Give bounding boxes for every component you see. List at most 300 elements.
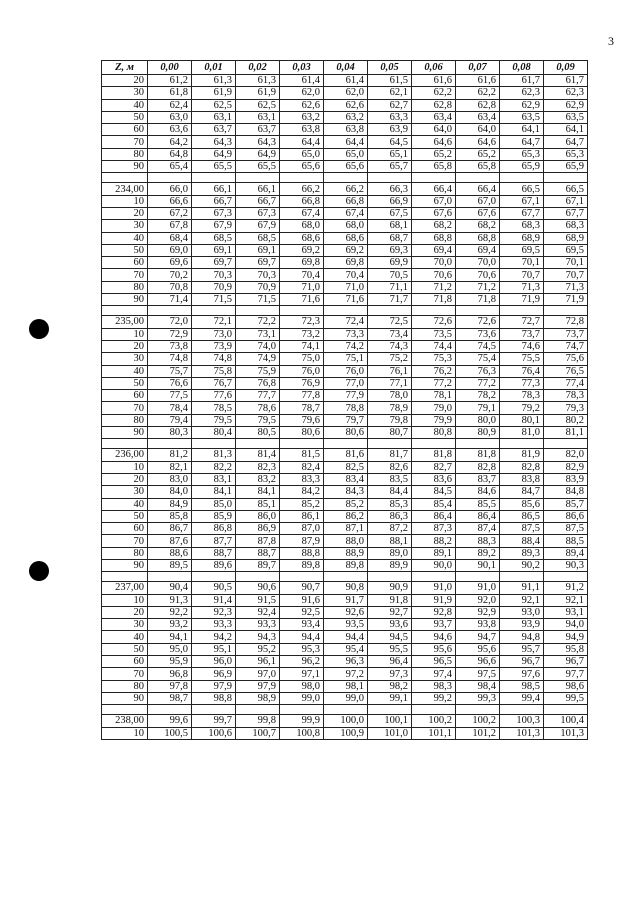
value-cell: 62,2	[456, 87, 500, 99]
value-cell: 64,1	[544, 124, 588, 136]
table-header-row	[102, 61, 588, 75]
value-cell: 88,2	[412, 535, 456, 547]
value-cell: 96,2	[280, 656, 324, 668]
empty-cell	[280, 572, 324, 582]
value-cell: 72,9	[148, 328, 192, 340]
z-cell: 60	[102, 257, 148, 269]
value-cell: 75,6	[544, 353, 588, 365]
value-cell: 83,3	[280, 473, 324, 485]
table-row	[102, 656, 588, 668]
value-cell: 77,1	[368, 377, 412, 389]
value-cell: 82,3	[236, 461, 280, 473]
value-cell: 79,6	[280, 414, 324, 426]
value-cell: 77,9	[324, 390, 368, 402]
value-cell: 78,3	[500, 390, 544, 402]
value-cell: 96,5	[412, 656, 456, 668]
z-cell: 60	[102, 390, 148, 402]
value-cell: 100,6	[192, 727, 236, 739]
empty-cell	[236, 173, 280, 183]
empty-cell	[236, 439, 280, 449]
empty-cell	[500, 306, 544, 316]
value-cell: 99,8	[236, 715, 280, 727]
value-cell: 96,9	[192, 668, 236, 680]
value-cell: 62,5	[236, 99, 280, 111]
empty-cell	[280, 439, 324, 449]
value-cell: 75,2	[368, 353, 412, 365]
value-cell: 82,0	[544, 449, 588, 461]
value-cell: 66,2	[324, 183, 368, 195]
empty-cell	[102, 439, 148, 449]
value-cell: 71,8	[456, 294, 500, 306]
value-cell: 78,2	[456, 390, 500, 402]
value-cell: 64,2	[148, 136, 192, 148]
value-cell: 72,6	[412, 316, 456, 328]
table-row	[102, 365, 588, 377]
value-cell: 69,8	[324, 257, 368, 269]
value-cell: 68,9	[500, 232, 544, 244]
table-row	[102, 668, 588, 680]
value-cell: 96,0	[192, 656, 236, 668]
value-cell: 71,3	[544, 281, 588, 293]
value-cell: 63,8	[324, 124, 368, 136]
empty-cell	[500, 705, 544, 715]
value-cell: 78,0	[368, 390, 412, 402]
value-cell: 70,9	[192, 281, 236, 293]
value-cell: 98,5	[500, 680, 544, 692]
value-cell: 69,4	[456, 244, 500, 256]
table-row	[102, 414, 588, 426]
value-cell: 66,9	[368, 195, 412, 207]
table-row	[102, 294, 588, 306]
value-cell: 65,0	[324, 148, 368, 160]
table-row	[102, 111, 588, 123]
value-cell: 97,3	[368, 668, 412, 680]
value-cell: 67,1	[544, 195, 588, 207]
value-cell: 95,4	[324, 643, 368, 655]
value-cell: 70,1	[500, 257, 544, 269]
punch-hole	[29, 561, 49, 581]
value-cell: 98,9	[236, 692, 280, 704]
value-cell: 80,6	[324, 427, 368, 439]
z-cell: 50	[102, 377, 148, 389]
value-cell: 85,7	[544, 498, 588, 510]
value-cell: 99,0	[280, 692, 324, 704]
value-cell: 97,1	[280, 668, 324, 680]
value-cell: 61,4	[324, 75, 368, 87]
value-cell: 83,8	[500, 473, 544, 485]
separator-row	[102, 306, 588, 316]
value-cell: 69,8	[280, 257, 324, 269]
value-cell: 94,9	[544, 631, 588, 643]
z-cell: 20	[102, 606, 148, 618]
empty-cell	[544, 572, 588, 582]
value-cell: 81,8	[456, 449, 500, 461]
value-cell: 64,7	[544, 136, 588, 148]
z-cell: 90	[102, 559, 148, 571]
table-row	[102, 692, 588, 704]
value-cell: 64,3	[192, 136, 236, 148]
value-cell: 77,6	[192, 390, 236, 402]
value-cell: 71,5	[192, 294, 236, 306]
z-cell: 10	[102, 727, 148, 739]
table-row	[102, 207, 588, 219]
value-cell: 74,5	[456, 340, 500, 352]
table-body	[102, 75, 588, 740]
value-cell: 70,2	[148, 269, 192, 281]
value-cell: 66,6	[148, 195, 192, 207]
z-cell: 10	[102, 594, 148, 606]
table-row	[102, 124, 588, 136]
value-cell: 71,8	[412, 294, 456, 306]
value-cell: 80,9	[456, 427, 500, 439]
value-cell: 83,2	[236, 473, 280, 485]
column-header: 0,02	[236, 61, 280, 75]
z-cell: 20	[102, 207, 148, 219]
punch-hole	[29, 319, 49, 339]
value-cell: 85,6	[500, 498, 544, 510]
table-row	[102, 547, 588, 559]
column-header: 0,07	[456, 61, 500, 75]
value-cell: 68,3	[544, 220, 588, 232]
empty-cell	[148, 306, 192, 316]
value-cell: 79,5	[192, 414, 236, 426]
value-cell: 94,3	[236, 631, 280, 643]
empty-cell	[102, 306, 148, 316]
value-cell: 90,8	[324, 582, 368, 594]
value-cell: 74,0	[236, 340, 280, 352]
empty-cell	[236, 705, 280, 715]
value-cell: 95,7	[500, 643, 544, 655]
value-cell: 71,7	[368, 294, 412, 306]
value-cell: 92,3	[192, 606, 236, 618]
empty-cell	[544, 173, 588, 183]
value-cell: 86,5	[500, 510, 544, 522]
value-cell: 72,0	[148, 316, 192, 328]
value-cell: 90,9	[368, 582, 412, 594]
value-cell: 89,0	[368, 547, 412, 559]
value-cell: 87,8	[236, 535, 280, 547]
value-cell: 67,5	[368, 207, 412, 219]
value-cell: 87,4	[456, 523, 500, 535]
value-cell: 62,3	[544, 87, 588, 99]
value-cell: 93,4	[280, 619, 324, 631]
value-cell: 88,6	[148, 547, 192, 559]
table-row	[102, 328, 588, 340]
value-cell: 69,2	[324, 244, 368, 256]
value-cell: 96,7	[500, 656, 544, 668]
value-cell: 80,0	[456, 414, 500, 426]
value-cell: 71,0	[324, 281, 368, 293]
value-cell: 76,0	[280, 365, 324, 377]
value-cell: 91,9	[412, 594, 456, 606]
value-cell: 88,1	[368, 535, 412, 547]
column-header: 0,08	[500, 61, 544, 75]
value-cell: 69,5	[544, 244, 588, 256]
value-cell: 68,1	[368, 220, 412, 232]
value-cell: 97,7	[544, 668, 588, 680]
value-cell: 61,6	[456, 75, 500, 87]
column-header: 0,04	[324, 61, 368, 75]
value-cell: 70,5	[368, 269, 412, 281]
value-cell: 75,9	[236, 365, 280, 377]
value-cell: 94,0	[544, 619, 588, 631]
data-table	[101, 60, 588, 740]
value-cell: 90,1	[456, 559, 500, 571]
separator-row	[102, 439, 588, 449]
empty-cell	[544, 306, 588, 316]
value-cell: 87,0	[280, 523, 324, 535]
z-cell: 236,00	[102, 449, 148, 461]
z-cell: 90	[102, 161, 148, 173]
value-cell: 70,6	[412, 269, 456, 281]
value-cell: 69,0	[148, 244, 192, 256]
value-cell: 93,1	[544, 606, 588, 618]
value-cell: 75,0	[280, 353, 324, 365]
value-cell: 64,3	[236, 136, 280, 148]
value-cell: 100,4	[544, 715, 588, 727]
value-cell: 86,4	[412, 510, 456, 522]
z-cell: 50	[102, 510, 148, 522]
value-cell: 76,7	[192, 377, 236, 389]
z-cell: 90	[102, 427, 148, 439]
table-row	[102, 427, 588, 439]
value-cell: 99,0	[324, 692, 368, 704]
value-cell: 93,7	[412, 619, 456, 631]
value-cell: 62,0	[324, 87, 368, 99]
value-cell: 100,0	[324, 715, 368, 727]
value-cell: 73,7	[500, 328, 544, 340]
value-cell: 64,0	[412, 124, 456, 136]
value-cell: 98,8	[192, 692, 236, 704]
value-cell: 76,2	[412, 365, 456, 377]
value-cell: 79,3	[544, 402, 588, 414]
value-cell: 82,4	[280, 461, 324, 473]
value-cell: 66,5	[500, 183, 544, 195]
value-cell: 61,9	[236, 87, 280, 99]
value-cell: 81,9	[500, 449, 544, 461]
value-cell: 73,8	[148, 340, 192, 352]
value-cell: 62,1	[368, 87, 412, 99]
value-cell: 65,2	[412, 148, 456, 160]
value-cell: 95,6	[412, 643, 456, 655]
value-cell: 77,5	[148, 390, 192, 402]
value-cell: 79,0	[412, 402, 456, 414]
value-cell: 69,7	[192, 257, 236, 269]
z-cell: 40	[102, 631, 148, 643]
table-row	[102, 523, 588, 535]
value-cell: 65,3	[500, 148, 544, 160]
value-cell: 94,6	[412, 631, 456, 643]
value-cell: 74,8	[192, 353, 236, 365]
value-cell: 62,7	[368, 99, 412, 111]
table-row	[102, 535, 588, 547]
z-cell: 90	[102, 294, 148, 306]
value-cell: 73,5	[412, 328, 456, 340]
table-row	[102, 449, 588, 461]
value-cell: 74,3	[368, 340, 412, 352]
value-cell: 66,3	[368, 183, 412, 195]
value-cell: 64,9	[192, 148, 236, 160]
empty-cell	[280, 173, 324, 183]
value-cell: 73,1	[236, 328, 280, 340]
value-cell: 68,4	[148, 232, 192, 244]
value-cell: 62,8	[412, 99, 456, 111]
table-row	[102, 582, 588, 594]
table-row	[102, 269, 588, 281]
value-cell: 98,2	[368, 680, 412, 692]
value-cell: 70,3	[236, 269, 280, 281]
value-cell: 63,7	[192, 124, 236, 136]
value-cell: 84,3	[324, 486, 368, 498]
z-cell: 40	[102, 232, 148, 244]
value-cell: 74,4	[412, 340, 456, 352]
value-cell: 73,9	[192, 340, 236, 352]
empty-cell	[368, 572, 412, 582]
value-cell: 62,3	[500, 87, 544, 99]
value-cell: 85,2	[280, 498, 324, 510]
table-row	[102, 316, 588, 328]
value-cell: 85,3	[368, 498, 412, 510]
value-cell: 98,6	[544, 680, 588, 692]
value-cell: 91,0	[456, 582, 500, 594]
value-cell: 82,2	[192, 461, 236, 473]
value-cell: 92,1	[500, 594, 544, 606]
value-cell: 77,2	[456, 377, 500, 389]
value-cell: 78,5	[192, 402, 236, 414]
value-cell: 70,9	[236, 281, 280, 293]
value-cell: 71,5	[236, 294, 280, 306]
value-cell: 100,2	[412, 715, 456, 727]
value-cell: 95,1	[192, 643, 236, 655]
value-cell: 65,7	[368, 161, 412, 173]
table-row	[102, 75, 588, 87]
value-cell: 84,2	[280, 486, 324, 498]
separator-row	[102, 572, 588, 582]
value-cell: 71,2	[412, 281, 456, 293]
z-cell: 30	[102, 87, 148, 99]
empty-cell	[412, 705, 456, 715]
value-cell: 90,7	[280, 582, 324, 594]
table-row	[102, 715, 588, 727]
value-cell: 80,1	[500, 414, 544, 426]
value-cell: 63,1	[236, 111, 280, 123]
value-cell: 84,4	[368, 486, 412, 498]
value-cell: 63,0	[148, 111, 192, 123]
value-cell: 75,3	[412, 353, 456, 365]
value-cell: 93,3	[236, 619, 280, 631]
value-cell: 67,4	[324, 207, 368, 219]
value-cell: 76,3	[456, 365, 500, 377]
value-cell: 68,8	[412, 232, 456, 244]
value-cell: 79,8	[368, 414, 412, 426]
value-cell: 77,8	[280, 390, 324, 402]
value-cell: 85,5	[456, 498, 500, 510]
empty-cell	[148, 572, 192, 582]
value-cell: 61,9	[192, 87, 236, 99]
table-container	[101, 60, 588, 740]
value-cell: 86,6	[544, 510, 588, 522]
value-cell: 70,0	[412, 257, 456, 269]
value-cell: 79,4	[148, 414, 192, 426]
value-cell: 67,9	[192, 220, 236, 232]
value-cell: 91,7	[324, 594, 368, 606]
table-row	[102, 727, 588, 739]
z-cell: 40	[102, 99, 148, 111]
empty-cell	[192, 705, 236, 715]
table-row	[102, 281, 588, 293]
value-cell: 93,3	[192, 619, 236, 631]
value-cell: 87,5	[500, 523, 544, 535]
value-cell: 95,2	[236, 643, 280, 655]
value-cell: 79,7	[324, 414, 368, 426]
value-cell: 93,5	[324, 619, 368, 631]
z-cell: 50	[102, 111, 148, 123]
value-cell: 95,8	[544, 643, 588, 655]
value-cell: 65,1	[368, 148, 412, 160]
value-cell: 73,6	[456, 328, 500, 340]
value-cell: 64,9	[236, 148, 280, 160]
empty-cell	[500, 173, 544, 183]
value-cell: 61,6	[412, 75, 456, 87]
value-cell: 71,2	[456, 281, 500, 293]
value-cell: 91,6	[280, 594, 324, 606]
value-cell: 76,5	[544, 365, 588, 377]
value-cell: 98,1	[324, 680, 368, 692]
value-cell: 63,6	[148, 124, 192, 136]
table-row	[102, 619, 588, 631]
value-cell: 101,1	[412, 727, 456, 739]
table-row	[102, 136, 588, 148]
value-cell: 91,8	[368, 594, 412, 606]
value-cell: 88,8	[280, 547, 324, 559]
value-cell: 87,7	[192, 535, 236, 547]
value-cell: 84,1	[236, 486, 280, 498]
value-cell: 67,4	[280, 207, 324, 219]
value-cell: 94,4	[280, 631, 324, 643]
value-cell: 79,2	[500, 402, 544, 414]
value-cell: 81,6	[324, 449, 368, 461]
z-cell: 70	[102, 402, 148, 414]
value-cell: 81,3	[192, 449, 236, 461]
value-cell: 65,2	[456, 148, 500, 160]
value-cell: 62,5	[192, 99, 236, 111]
value-cell: 76,4	[500, 365, 544, 377]
value-cell: 63,7	[236, 124, 280, 136]
value-cell: 98,0	[280, 680, 324, 692]
value-cell: 84,7	[500, 486, 544, 498]
value-cell: 98,4	[456, 680, 500, 692]
z-cell: 50	[102, 244, 148, 256]
value-cell: 70,1	[544, 257, 588, 269]
z-cell: 60	[102, 523, 148, 535]
value-cell: 78,1	[412, 390, 456, 402]
z-cell: 40	[102, 365, 148, 377]
value-cell: 97,9	[192, 680, 236, 692]
value-cell: 82,8	[456, 461, 500, 473]
value-cell: 85,0	[192, 498, 236, 510]
value-cell: 69,5	[500, 244, 544, 256]
empty-cell	[412, 173, 456, 183]
value-cell: 65,0	[280, 148, 324, 160]
value-cell: 83,5	[368, 473, 412, 485]
z-cell: 20	[102, 340, 148, 352]
empty-cell	[102, 705, 148, 715]
value-cell: 92,7	[368, 606, 412, 618]
value-cell: 65,4	[148, 161, 192, 173]
table-row	[102, 257, 588, 269]
value-cell: 82,1	[148, 461, 192, 473]
value-cell: 65,9	[500, 161, 544, 173]
